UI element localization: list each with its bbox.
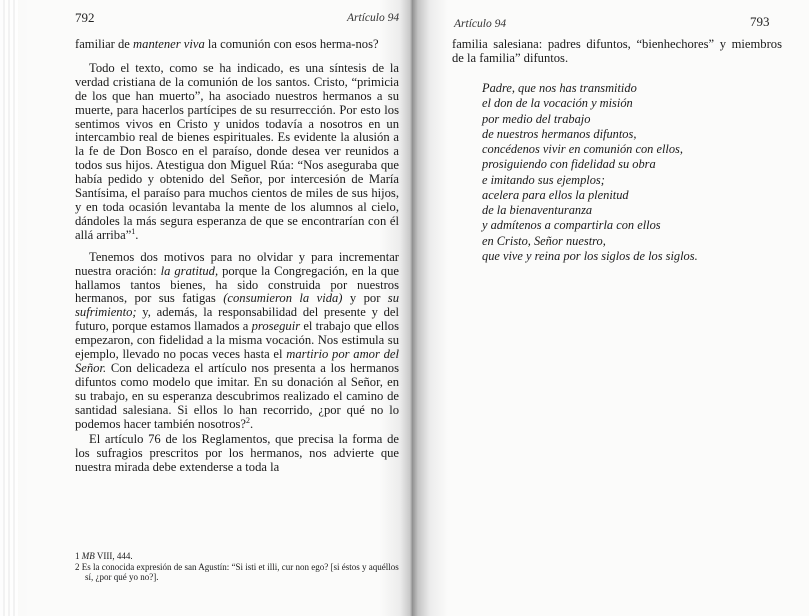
footnote-marker: 2 <box>246 415 251 425</box>
text-run: Tenemos dos motivos para no olvidar y para incrementar nuestra oración: <box>75 249 399 278</box>
italic-text: mantener viva <box>133 37 205 51</box>
paragraph <box>75 433 399 475</box>
prayer-line: que vive y reina por los siglos de los siglos. <box>482 248 698 263</box>
footnotes <box>75 551 400 583</box>
paragraph: familia salesiana: padres difuntos, “bienhechores” y miembros de la familia” difuntos. <box>452 37 782 65</box>
text-run: familiar de <box>75 37 134 51</box>
paragraph <box>75 62 399 243</box>
prayer-line: de nuestros hermanos difuntos, <box>482 126 637 141</box>
prayer-text <box>482 81 698 264</box>
text-run: VIII, 444. <box>94 551 133 561</box>
text-run: la comunión con esos herma-nos? <box>204 37 379 51</box>
italic-text: MB <box>81 551 95 561</box>
prayer-line: de la bienaventuranza <box>482 203 593 217</box>
page-number-right: 793 <box>750 14 770 29</box>
prayer-line: prosiguiendo con fidelidad su obra <box>482 157 656 172</box>
italic-text: la gratitud, <box>160 263 219 278</box>
prayer-line: en Cristo, Señor nuestro, <box>482 233 606 248</box>
prayer-line: Padre, que nos has transmitido <box>482 81 637 95</box>
running-head-right: Artículo 94 <box>454 18 507 30</box>
prayer-line: y admítenos a compartirla con ellos <box>482 218 661 233</box>
prayer-line: acelera para ellos la plenitud <box>482 187 629 202</box>
prayer-line: el don de la vocación y misión <box>482 96 633 111</box>
text-run: el trabajo que ellos empezaron, con fidelidad a la misma vocación. Nos estimula su ejemplo, llevado no pocas veces hasta el <box>75 319 399 362</box>
italic-text: martirio por amor del Señor. <box>75 347 400 375</box>
text-run: El artículo 76 de los Reglamentos, que precisa la forma de los sufragios prescritos por los hermanos, nos advierte que nuestra mirada debe extenderse a toda la <box>75 432 399 475</box>
text-run: 2 Es la conocida expresión de san Agustín: “Si isti et illi, cur non ego? [si éstos y aquéllos sí, ¿por qué yo no?]. <box>75 561 399 582</box>
page-number-left: 792 <box>75 10 95 25</box>
italic-text: (consumieron la vida) <box>223 291 343 306</box>
prayer-line: por medio del trabajo <box>482 111 591 126</box>
paragraph <box>75 251 399 432</box>
footnote-marker: 1 <box>131 226 136 236</box>
text-run: Con delicadeza el artículo nos presenta a los hermanos difuntos como modelo que imitar. En su donación al Señor, en su trabajo, en su esperanza descubrimos realizado el camino de santidad salesiana. Si ellos lo han recorrido, ¿por qué no lo podemos hacer también nosotros? <box>75 360 399 431</box>
prayer-line: concédenos vivir en comunión con ellos, <box>482 142 683 156</box>
paragraph <box>75 38 399 52</box>
footnote <box>75 562 400 583</box>
text-run: 1 <box>75 551 82 561</box>
right-intro-text <box>452 38 782 66</box>
running-head-left: Artículo 94 <box>347 12 400 24</box>
page-edge-decoration <box>0 0 18 616</box>
left-body-text <box>75 38 399 475</box>
footnote <box>75 551 400 562</box>
prayer-line: e imitando sus ejemplos; <box>482 172 605 187</box>
text-run: Todo el texto, como se ha indicado, es una síntesis de la verdad cristiana de la comunión de los santos. Cristo, “primicia de los que han muerto”, ha asociado nuestros hermanos a su muerte, para hacerlos partícipes de su resurrección. Por esto los sentimos vivos en Cristo y unidos todavía a nosotros en un intercambio real de bienes espirituales. Es evidente la alusión a la fe de Don Bosco en el paraíso, donde desea ver reunidos a todos sus hijos. Atestigua don Miguel Rúa: “Nos aseguraba que había pedido y obtenido del Señor, por intercesión de María Santísima, el paraíso para muchos cientos de miles de sus hijos, y en toda ocasión levantaba la mente de los alumnos al cielo, dándoles la más segura esperanza de que se encontrarían con él allá arriba” <box>75 60 399 242</box>
text-run: y por <box>342 291 388 306</box>
italic-text: proseguir <box>251 319 301 334</box>
text-run: porque la Congregación, en la que hallamos tantos bienes, ha sido construida por nuestros hermanos, por sus fatigas <box>75 263 399 306</box>
text-run: y, además, la responsabilidad del presente y del futuro, porque estamos llamados a <box>75 305 399 334</box>
italic-text: su sufrimiento; <box>75 291 399 320</box>
text-run: . <box>250 416 254 431</box>
text-run: . <box>135 227 139 242</box>
